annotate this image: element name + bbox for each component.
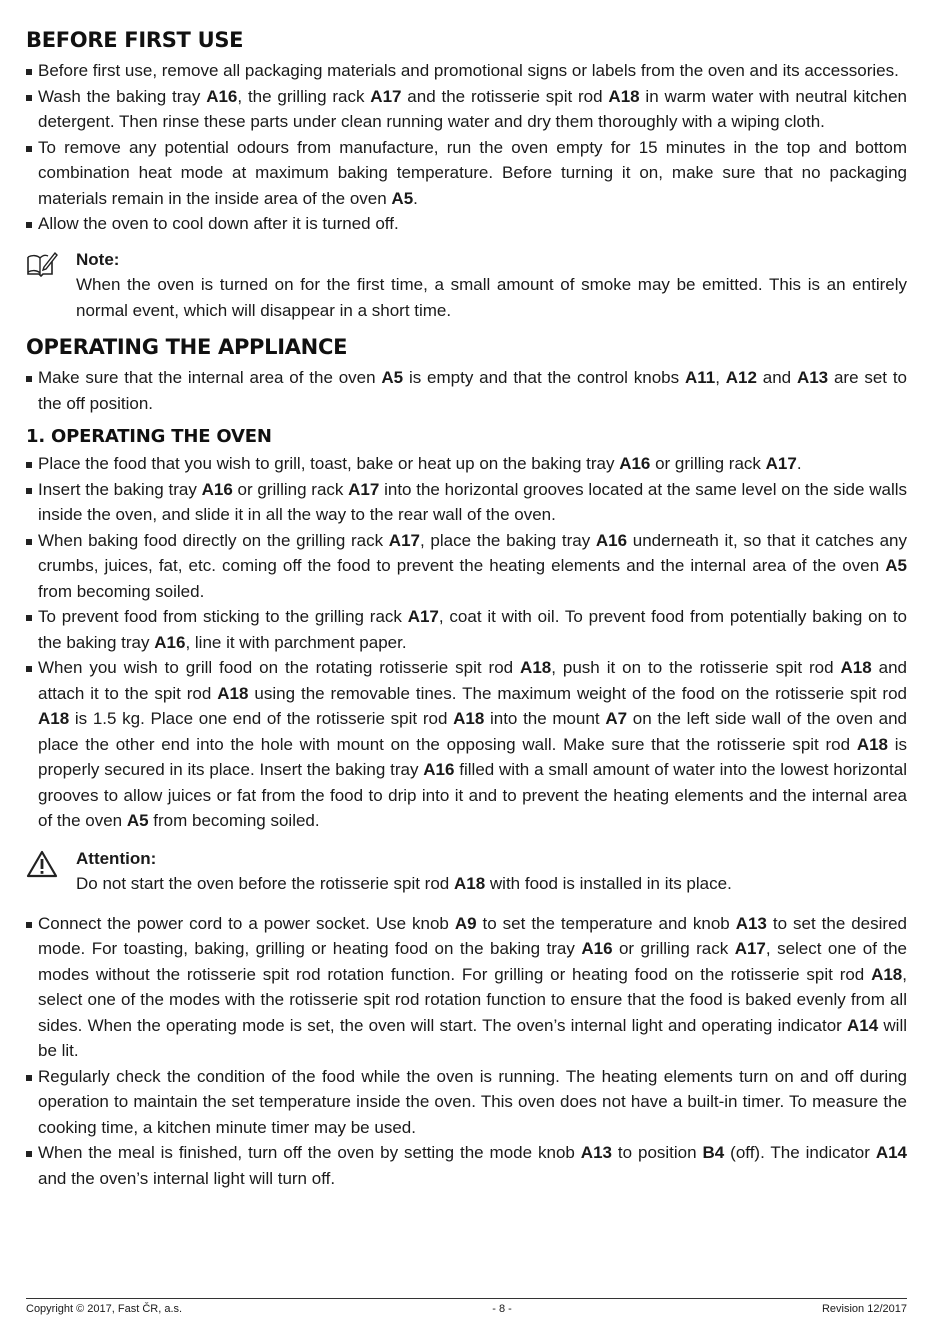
list-item: Make sure that the internal area of the oven A5 is empty and that the control knobs A11, A12 and A13 are set to the off position. [26, 365, 907, 416]
list-item: When the meal is finished, turn off the oven by setting the mode knob A13 to position B4 (off). The indicator A14 and the oven’s internal light will turn off. [26, 1140, 907, 1191]
part-reference: A5 [885, 556, 907, 575]
attention-block [26, 846, 907, 897]
list-item: Place the food that you wish to grill, toast, bake or heat up on the baking tray A16 or grilling rack A17. [26, 451, 907, 477]
part-reference: A16 [595, 530, 628, 550]
attention-text: Do not start the oven before the rotisserie spit rod A18 with food is installed in its place. [76, 874, 732, 893]
list-item: Wash the baking tray A16, the grilling rack A17 and the rotisserie spit rod A18 in warm water with neutral kitchen detergent. Then rinse these parts under clean running water and dry them thoroughly with a wiping cloth. [26, 84, 907, 135]
document-page [26, 28, 907, 1191]
part-reference: A18 [453, 709, 485, 728]
footer-copyright: Copyright © 2017, Fast ČR, a.s. [26, 1303, 183, 1315]
warning-icon [26, 850, 58, 886]
list-item: When baking food directly on the grilling rack A17, place the baking tray A16 underneath it, so that it catches any crumbs, juices, fat, etc. coming off the food to prevent the heating elements and the internal area of the oven A5 from becoming soiled. [26, 528, 907, 605]
list-item: Insert the baking tray A16 or grilling rack A17 into the horizontal grooves located at the same level on the side walls inside the oven, and slide it in all the way to the rear wall of the oven. [26, 477, 907, 528]
page-footer [26, 1298, 907, 1315]
part-reference: A16 [206, 86, 238, 106]
part-reference: A18 [453, 874, 486, 893]
part-reference: A9 [454, 913, 477, 933]
part-reference: A14 [875, 1143, 907, 1162]
part-reference: A17 [407, 607, 439, 626]
part-reference: A17 [388, 530, 420, 550]
part-reference: A14 [847, 1015, 879, 1035]
part-reference: A18 [840, 658, 872, 677]
part-reference: A18 [520, 658, 552, 677]
section-title-before-first-use: BEFORE FIRST USE [26, 28, 244, 52]
section-title-operating-oven: 1. OPERATING THE OVEN [26, 426, 272, 447]
before-first-use-list [26, 58, 907, 237]
list-item: When you wish to grill food on the rotating rotisserie spit rod A18, push it on to the rotisserie spit rod A18 and attach it to the spit rod A18 using the removable tines. The maximum weight of the food on the rotisserie spit rod A18 is 1.5 kg. Place one end of the rotisserie spit rod A18 into the mount A7 on the left side wall of the oven and place the other end into the hole with mount on the opposing wall. Make sure that the rotisserie spit rod A18 is properly secured in its place. Insert the baking tray A16 filled with a small amount of water into the lowest horizontal grooves to allow juices or fat from the food to drip into it and to prevent the heating elements and the internal area of the oven A5 from becoming soiled. [26, 655, 907, 834]
part-reference: A17 [348, 479, 380, 499]
part-reference: A13 [580, 1143, 612, 1162]
part-reference: A16 [154, 632, 186, 652]
list-item: To prevent food from sticking to the grilling rack A17, coat it with oil. To prevent food from potentially baking on to the baking tray A16, line it with parchment paper. [26, 604, 907, 655]
part-reference: A5 [126, 811, 149, 830]
part-reference: A16 [581, 939, 613, 958]
attention-title: Attention: [76, 848, 157, 868]
operating-appliance-list [26, 365, 907, 416]
part-reference: A16 [201, 479, 233, 499]
footer-page-number: - 8 - [492, 1303, 512, 1315]
part-reference: A17 [765, 454, 797, 473]
part-reference: A18 [38, 709, 70, 728]
part-reference: A13 [796, 368, 829, 387]
footer-revision: Revision 12/2017 [821, 1303, 907, 1315]
note-block [26, 247, 907, 324]
part-reference: A18 [871, 964, 903, 984]
part-reference: A12 [725, 368, 757, 387]
part-reference: A11 [684, 368, 716, 387]
part-reference: B4 [702, 1143, 725, 1162]
note-text: When the oven is turned on for the first time, a small amount of smoke may be emitted. This is an entirely normal event, which will disappear in a short time. [76, 275, 907, 320]
part-reference: A17 [734, 939, 766, 958]
part-reference: A13 [735, 913, 767, 933]
part-reference: A18 [856, 734, 888, 754]
part-reference: A7 [605, 709, 628, 728]
operation-steps-list [26, 911, 907, 1192]
part-reference: A18 [217, 683, 249, 703]
list-item: Allow the oven to cool down after it is turned off. [26, 211, 907, 237]
list-item: To remove any potential odours from manufacture, run the oven empty for 15 minutes in the top and bottom combination heat mode at maximum baking temperature. Before turning it on, make sure that no packaging materials remain in the inside area of the oven A5. [26, 135, 907, 212]
note-title: Note: [76, 249, 120, 269]
part-reference: A16 [619, 454, 651, 473]
list-item: Regularly check the condition of the food while the oven is running. The heating elements turn on and off during operation to maintain the set temperature inside the oven. This oven does not have a built-in timer. To measure the cooking time, a kitchen minute timer may be used. [26, 1064, 907, 1141]
part-reference: A5 [391, 188, 414, 208]
list-item: Connect the power cord to a power socket. Use knob A9 to set the temperature and knob A13 to set the desired mode. For toasting, baking, grilling or heating food on the baking tray A16 or grilling rack A17, select one of the modes without the rotisserie spit rod rotation function. For grilling or heating food on the rotisserie spit rod A18, select one of the modes with the rotisserie spit rod rotation function to ensure that the food is baked evenly from all sides. When the operating mode is set, the oven will start. The oven’s internal light and operating indicator A14 will be lit. [26, 911, 907, 1064]
section-title-operating-appliance: OPERATING THE APPLIANCE [26, 335, 348, 359]
part-reference: A16 [423, 760, 455, 779]
part-reference: A5 [381, 368, 404, 387]
part-reference: A18 [608, 86, 640, 106]
part-reference: A17 [370, 86, 402, 106]
list-item: Before first use, remove all packaging materials and promotional signs or labels from the oven and its accessories. [26, 58, 907, 84]
note-icon [26, 251, 58, 285]
operating-oven-list [26, 451, 907, 834]
